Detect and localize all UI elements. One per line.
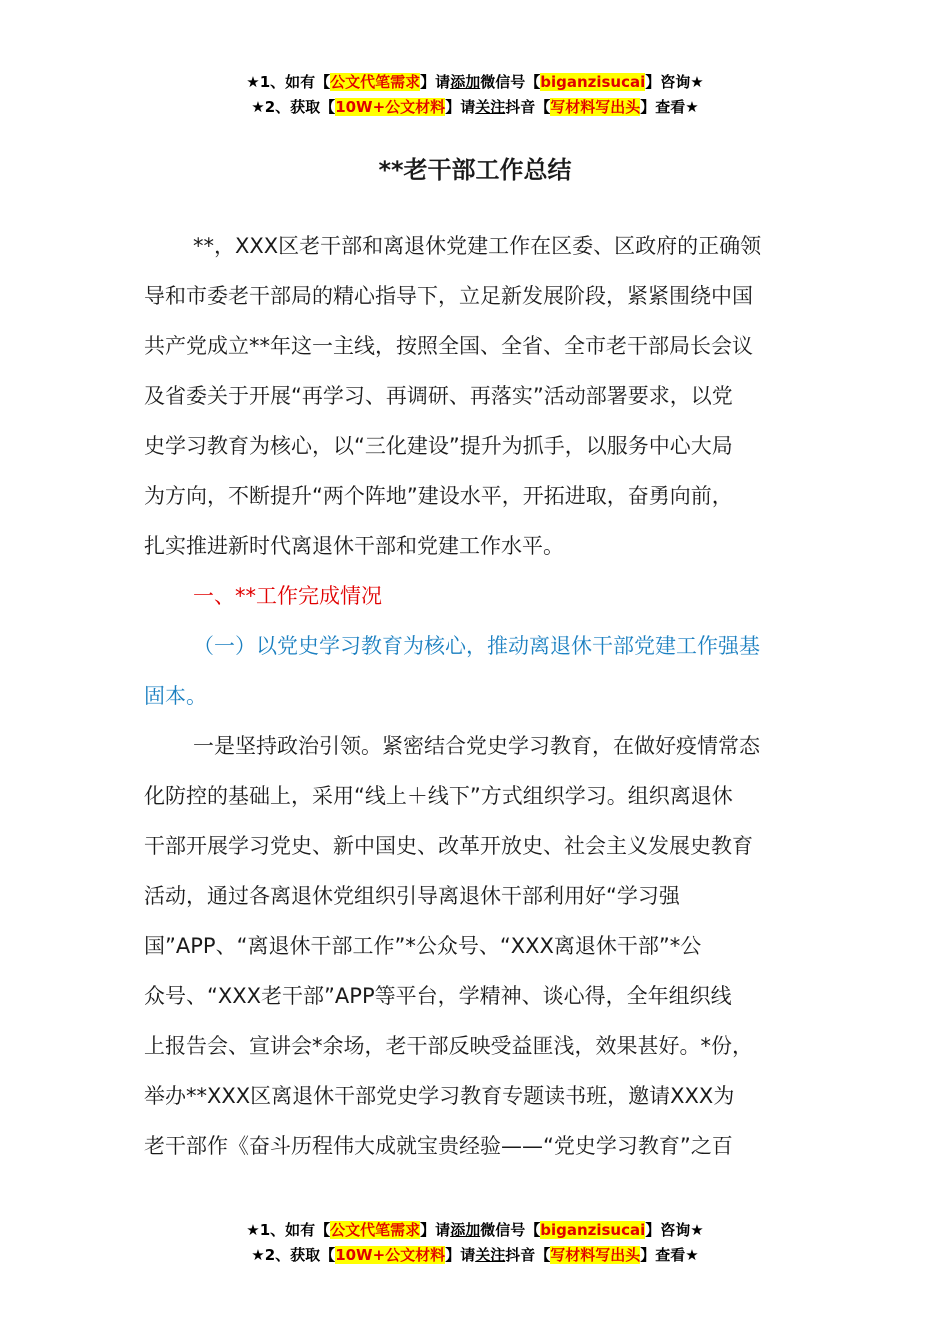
underlined-text: 添加 [450,73,481,91]
header-banner [0,70,950,120]
banner-text: 】请 [445,1246,476,1264]
banner-text: ★1、如有【 [246,1221,331,1239]
banner-line-1 [0,70,950,95]
highlight-text: 10W+公文材料 [335,1246,446,1264]
highlight-text: 10W+公文材料 [335,98,446,116]
highlight-text: 公文代笔需求 [330,1221,421,1239]
banner-text: ★2、获取【 [251,98,336,116]
body-line: 扎实推进新时代离退休干部和党建工作水平。 [144,534,564,558]
body-line: 上报告会、宣讲会*余场，老干部反映受益匪浅，效果甚好。*份， [144,1034,753,1058]
banner-line-1 [0,1218,950,1243]
banner-text: 】请 [420,73,451,91]
banner-text: ★2、获取【 [251,1246,336,1264]
underlined-text: 关注 [475,1246,506,1264]
banner-text: 】查看★ [640,1246,699,1264]
highlight-text: 公文代笔需求 [330,73,421,91]
banner-line-2 [0,1243,950,1268]
body-line: 举办**XXX区离退休干部党史学习教育专题读书班，邀请XXX为 [144,1084,735,1108]
document-body [144,221,806,1171]
banner-text: ★1、如有【 [246,73,331,91]
underlined-text: 关注 [475,98,506,116]
body-line: 国”APP、“离退休干部工作”*公众号、“XXX离退休干部”*公 [144,934,702,958]
body-line: 干部开展学习党史、新中国史、改革开放史、社会主义发展史教育 [144,834,753,858]
banner-text: 微信号【 [480,73,541,91]
body-line: 活动，通过各离退休党组织引导离退休干部利用好“学习强 [144,884,680,908]
highlight-text: 写材料写出头 [550,1246,641,1264]
banner-text: 抖音【 [505,1246,551,1264]
banner-text: 抖音【 [505,98,551,116]
highlight-text: biganzisucai [540,1221,646,1239]
body-line: **，XXX区老干部和离退休党建工作在区委、区政府的正确领 [193,234,762,258]
footer-banner [0,1218,950,1268]
highlight-text: 写材料写出头 [550,98,641,116]
subsection-heading: （一）以党史学习教育为核心，推动离退休干部党建工作强基 [193,634,760,658]
banner-text: 】咨询★ [645,1221,704,1239]
document-title: **老干部工作总结 [378,156,572,184]
banner-text: 】请 [445,98,476,116]
body-line: 导和市委老干部局的精心指导下，立足新发展阶段，紧紧围绕中国 [144,284,753,308]
body-line: 化防控的基础上，采用“线上＋线下”方式组织学习。组织离退休 [144,784,733,808]
body-line: 共产党成立**年这一主线，按照全国、全省、全市老干部局长会议 [144,334,753,358]
body-line: 为方向，不断提升“两个阵地”建设水平，开拓进取，奋勇向前， [144,484,733,508]
body-line: 史学习教育为核心，以“三化建设”提升为抓手，以服务中心大局 [144,434,733,458]
banner-line-2 [0,95,950,120]
subsection-heading: 固本。 [144,684,207,708]
section-heading: 一、**工作完成情况 [193,584,382,608]
body-line: 众号、“XXX老干部”APP等平台，学精神、谈心得，全年组织线 [144,984,732,1008]
banner-text: 】请 [420,1221,451,1239]
banner-text: 】查看★ [640,98,699,116]
banner-text: 微信号【 [480,1221,541,1239]
banner-text: 】咨询★ [645,73,704,91]
body-line: 老干部作《奋斗历程伟大成就宝贵经验——“党史学习教育”之百 [144,1134,733,1158]
body-line: 及省委关于开展“再学习、再调研、再落实”活动部署要求，以党 [144,384,733,408]
highlight-text: biganzisucai [540,73,646,91]
underlined-text: 添加 [450,1221,481,1239]
body-line: 一是坚持政治引领。紧密结合党史学习教育，在做好疫情常态 [193,734,760,758]
